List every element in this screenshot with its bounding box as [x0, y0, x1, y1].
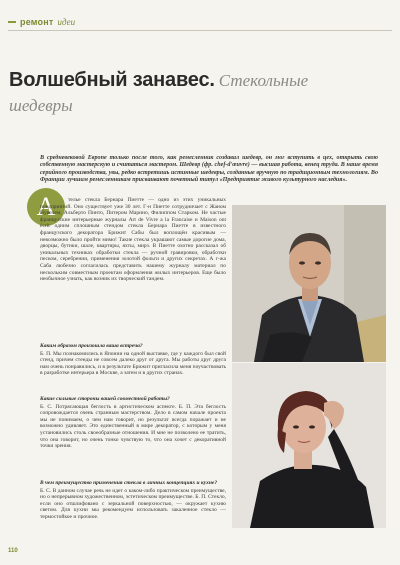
qa-answer: Б. С. Потрясающая беглость в артистическом аспекте. Б. П. Эта беглость сопровождается очень странным мастерством. Дело в самом начале проекта мы не понимаем, о чем нам говорит, но результат всегда поражает и не возможно удивляет. Это единственный в мире декоратор, с которым у меня установились столь своеобразные отношения. И мне не позволено ее тратить, что она говорит, но очень тонко чувствую то, что она хочет с декоративной точки зрения. [40, 403, 226, 450]
qa-answer: Б. П. Мы познакомились в Японии на одной выставке, где у каждого был свой стенд, причем стенды не совсем далеко друг от друга. Мы работы друг друга нам очень понравились, и в результате Брижит пригласила меня поучаствовать в разработке интерьера в Москве, а затем и в других странах. [40, 350, 226, 377]
qa-item [40, 392, 226, 450]
article-subtitle: Стекольные шедевры [9, 71, 309, 115]
qa-question: В чем преимущество применения стекла в личных концепциях и кухне? [40, 480, 218, 486]
article-lead: В средневековой Европе только после того, как ремесленник создавал шедевр, он мог вступить в цех, открыть свою собственную мастерскую и считаться мастером. Шедевр (фр. chef-d'œuvre) — высшая работа, венец труда. В наше время серийного производства, увы, редко встретишь истинные шедевры, созданные вручную по традиционным технологиям. Во Франции лучшим ремесленникам присваивают почетный титул «Предприятие живого культурного наследия». [40, 155, 378, 183]
photo-brigitte-saba [232, 363, 386, 528]
drop-cap: А [27, 188, 65, 226]
portrait-woman-icon [232, 363, 386, 528]
qa-answer: Б. С. В данном случае речь не идет о каком-либо практическом преимуществе, но о непрерывном художественном, эстетическом преимуществе. Б. П. Стекло, если оно отшлифовано с зеркальной поверхностью, — окружает кухню светом. Для кухни мы рекомендуем использовать закаленное стекло — термостойкое и прочное. [40, 487, 226, 520]
article-title: Волшебный занавес. [9, 69, 215, 91]
section-tag-rule [8, 21, 16, 23]
portrait-man-icon [232, 205, 386, 362]
qa-question: Какие сильные стороны вашей совместной работы? [40, 396, 170, 402]
intro-paragraph: телье стекла Бернара Пиетте — одно из этих уникальных предприятий. Оно существует уже 30 лет. Г-н Пиетте сотрудничает с Жаном Нувелем, Альберто Пинто, Питером Марино, Филиппом Старком. Не частые французские интерьерные журналы Art de Vivre а la Francaise и Maison ont écrit одним сплошным стендом стекла Бернара Пиетте в известного французского декоратора Брижит Сабы был воплощён красивым — невозможно было пройти мимо! Такие стекла украшают самые дорогие дома, дворцы, бутики, шале, квартиры, яхты, мирз. В Пиетте охотно рассказал об уникальных техниках обработки стекла — ручной гравировки, обработки песком, серебрении, применения золотой фольги и других секретах. А г-жа Саба любезно согласилась представить нашему журналу материал по нескольким совместным проектам оформления жилых интерьеров. Еще было необычное узнать, как возник их творческий тандем. [40, 197, 226, 283]
qa-item [40, 339, 226, 377]
section-tag [8, 15, 75, 29]
photo-bernard-pictet [232, 205, 386, 362]
page-number: 110 [8, 548, 18, 554]
section-label-ideas: идеи [57, 17, 76, 27]
qa-item [40, 476, 226, 521]
section-label-renovation: ремонт [20, 17, 54, 27]
article-intro [40, 197, 226, 283]
article-headline [9, 68, 339, 119]
qa-question: Каким образом произошла ваша встреча? [40, 343, 143, 349]
header-rule [8, 30, 392, 31]
